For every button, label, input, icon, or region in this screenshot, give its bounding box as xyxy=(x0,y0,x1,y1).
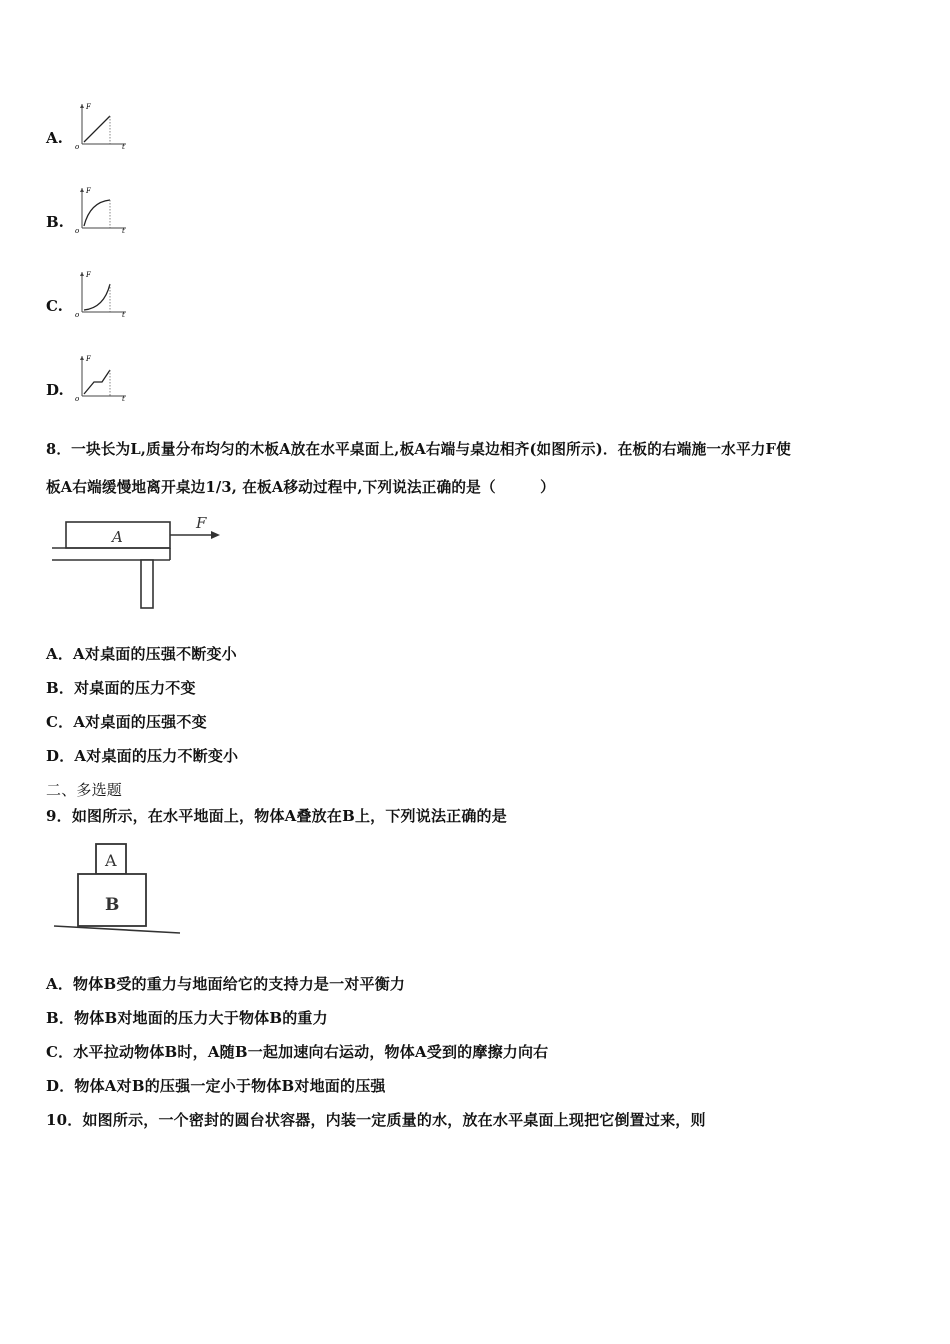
svg-text:o: o xyxy=(75,227,80,234)
q8-figure xyxy=(50,508,230,618)
q9-option-a: A．物体B受的重力与地面给它的支持力是一对平衡力 xyxy=(46,975,406,993)
svg-text:F: F xyxy=(86,271,91,279)
q9-option-b: B．物体B对地面的压力大于物体B的重力 xyxy=(46,1009,328,1027)
block-b-label: B xyxy=(105,895,120,915)
q8-option-d: D．A对桌面的压力不断变小 xyxy=(46,747,239,765)
q8-option-b: B．对桌面的压力不变 xyxy=(46,679,196,697)
svg-text:F: F xyxy=(86,103,91,111)
graph-concave-up xyxy=(72,268,130,318)
q9-option-d: D．物体A对B的压强一定小于物体B对地面的压强 xyxy=(46,1077,386,1095)
q8-option-a: A．A对桌面的压强不断变小 xyxy=(46,645,237,663)
svg-text:F: F xyxy=(86,355,91,363)
svg-text:o: o xyxy=(75,395,80,402)
section-title: 二、多选题 xyxy=(46,781,123,799)
option-letter: C. xyxy=(46,297,63,315)
svg-text:F: F xyxy=(86,187,91,195)
block-a-label: A xyxy=(112,528,123,546)
svg-text:o: o xyxy=(75,143,80,150)
q8-stem-line2: 板A右端缓慢地离开桌边1/3, 在板A移动过程中,下列说法正确的是（ ） xyxy=(46,479,555,496)
option-letter: B. xyxy=(46,213,64,231)
q8-option-c: C．A对桌面的压强不变 xyxy=(46,713,207,731)
svg-text:t: t xyxy=(122,311,125,318)
q8-stem-line1: 8．一块长为L,质量分布均匀的木板A放在水平桌面上,板A右端与桌边相齐(如图所示)．在板的右端施一水平力F使 xyxy=(46,441,791,458)
q9-stem: 9．如图所示，在水平地面上，物体A叠放在B上，下列说法正确的是 xyxy=(46,807,507,825)
svg-text:t: t xyxy=(122,227,125,234)
svg-text:t: t xyxy=(122,143,125,150)
option-letter: A. xyxy=(46,129,63,147)
block-a-label: A xyxy=(105,851,117,870)
q9-option-c: C．水平拉动物体B时，A随B一起加速向右运动，物体A受到的摩擦力向右 xyxy=(46,1043,549,1061)
svg-text:t: t xyxy=(122,395,125,402)
q9-figure xyxy=(50,840,184,942)
graph-concave-down xyxy=(72,184,130,234)
force-f-label: F xyxy=(196,514,207,532)
graph-stepped xyxy=(72,352,130,402)
svg-text:o: o xyxy=(75,311,80,318)
q10-stem: 10．如图所示，一个密封的圆台状容器，内装一定质量的水，放在水平桌面上现把它倒置过来，则 xyxy=(46,1111,706,1129)
option-letter: D. xyxy=(46,381,64,399)
graph-linear xyxy=(72,100,130,150)
